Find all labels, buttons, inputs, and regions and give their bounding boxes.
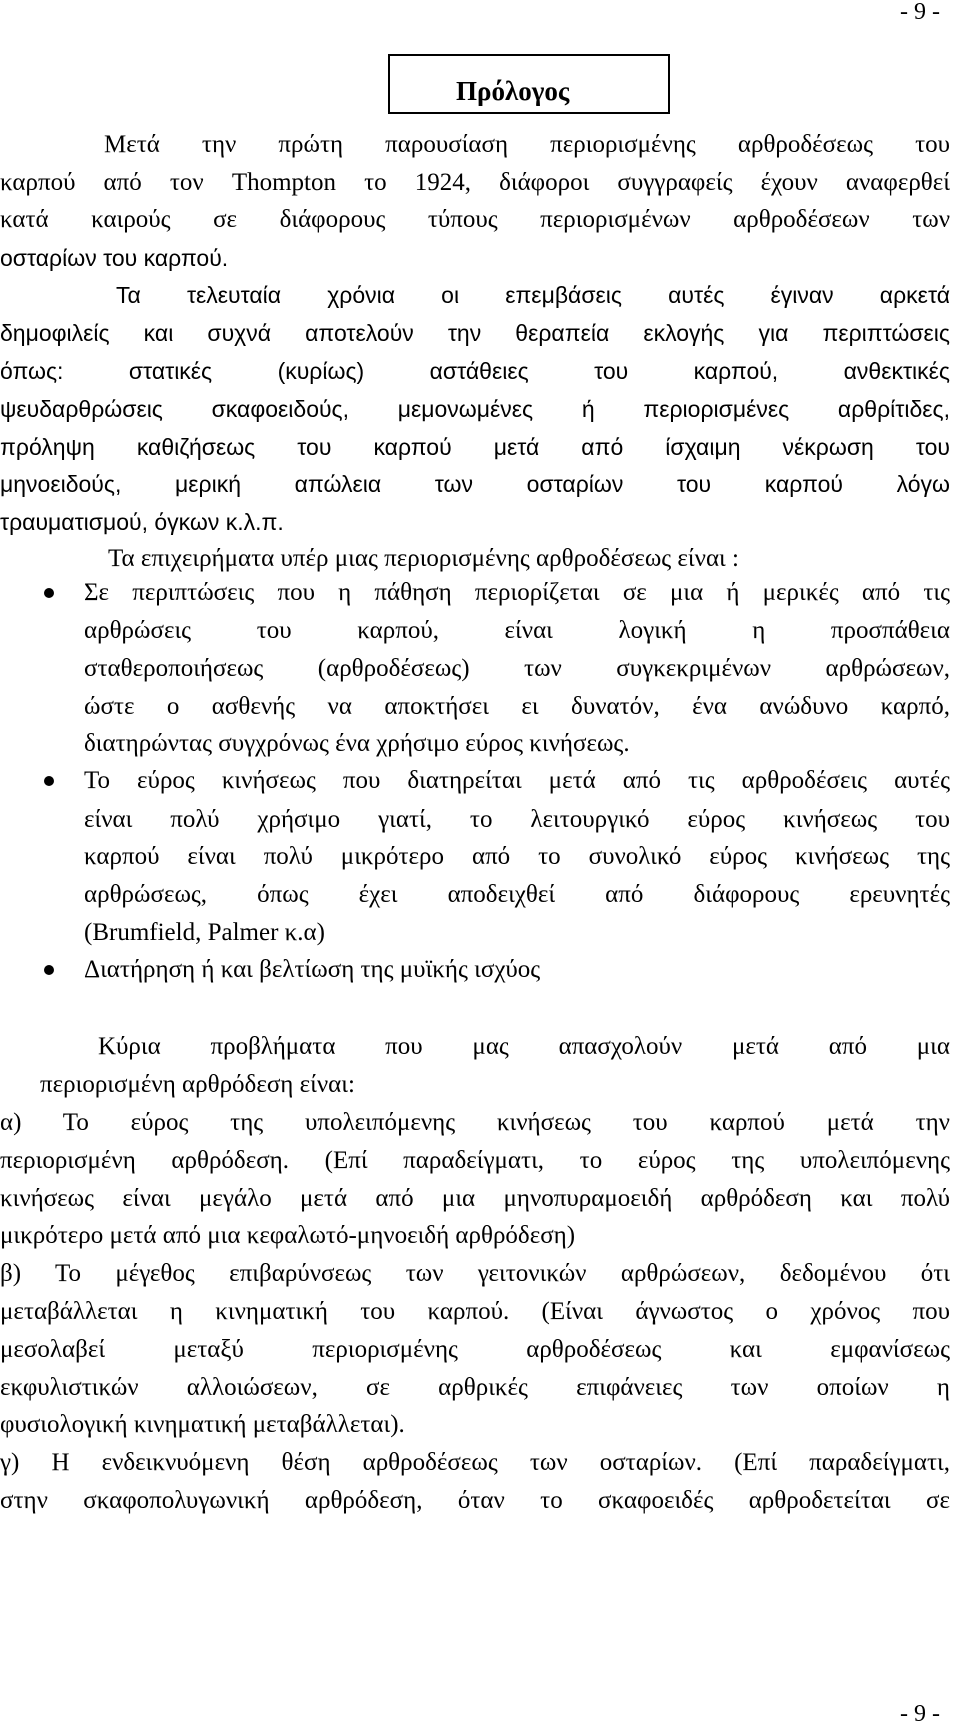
problem-c-line: στην σκαφοπολυγωνική αρθρόδεση, όταν το σκαφοειδές αρθροδετείται σε [0, 1487, 950, 1514]
page-number-top: - 9 - [900, 0, 940, 25]
bullet-1-line: αρθρώσεις του καρπού, είναι λογική η προσπάθεια [84, 617, 950, 644]
arguments-intro: Τα επιχειρήματα υπέρ μιας περιορισμένης αρθροδέσεως είναι : [108, 545, 739, 572]
problem-b-line: φυσιολογική κινηματική μεταβάλλεται). [0, 1411, 405, 1438]
bullet-3-line: Διατήρηση ή και βελτίωση της μυϊκής ισχύος [84, 956, 541, 983]
problem-a-line: μικρότερο μετά από μια κεφαλωτό-μηνοειδή αρθρόδεση) [0, 1222, 576, 1249]
paragraph-2-line: ψευδαρθρώσεις σκαφοειδούς, μεμονωμένες ή περιορισμένες αρθρίτιδες, [0, 396, 950, 422]
problems-intro-line: Κύρια προβλήματα που μας απασχολούν μετά από μια [98, 1033, 950, 1060]
bullet-2-line: είναι πολύ χρήσιμο γιατί, το λειτουργικό εύρος κινήσεως του [84, 806, 950, 833]
paragraph-2-line: Τα τελευταία χρόνια οι επεμβάσεις αυτές έγιναν αρκετά [116, 282, 950, 308]
problem-b-line: μεσολαβεί μεταξύ περιορισμένης αρθροδέσεως και εμφανίσεως [0, 1336, 950, 1363]
paragraph-1-line: καρπού από τον Thompton το 1924, διάφοροι συγγραφείς έχουν αναφερθεί [0, 169, 950, 196]
paragraph-2-line: τραυματισμού, όγκων κ.λ.π. [0, 509, 284, 535]
bullet-icon [44, 776, 54, 786]
bullet-icon [44, 588, 54, 598]
paragraph-2-line: όπως: στατικές (κυρίως) αστάθειες του καρπού, ανθεκτικές [0, 358, 950, 384]
bullet-icon [44, 965, 54, 975]
paragraph-2-line: πρόληψη καθιζήσεως του καρπού μετά από ίσχαιμη νέκρωση του [0, 434, 950, 460]
problem-b-line: μεταβάλλεται η κινηματική του καρπού. (Είναι άγνωστος ο χρόνος που [0, 1298, 950, 1325]
problem-a-line: κινήσεως είναι μεγάλο μετά από μια μηνοπυραμοειδή αρθρόδεση και πολύ [0, 1185, 950, 1212]
bullet-1-line: σταθεροποιήσεως (αρθροδέσεως) των συγκεκριμένων αρθρώσεων, [84, 655, 950, 682]
bullet-2-line: Το εύρος κινήσεως που διατηρείται μετά από τις αρθροδέσεις αυτές [84, 767, 950, 794]
problem-a-line: α) Το εύρος της υπολειπόμενης κινήσεως του καρπού μετά την [0, 1109, 950, 1136]
paragraph-2-line: μηνοειδούς, μερική απώλεια των οσταρίων του καρπού λόγω [0, 471, 950, 497]
bullet-2-line: καρπού είναι πολύ μικρότερο από το συνολικό εύρος κινήσεως της [84, 843, 950, 870]
problem-b-line: β) Το μέγεθος επιβαρύνσεως των γειτονικών αρθρώσεων, δεδομένου ότι [0, 1260, 950, 1287]
bullet-1-line: διατηρώντας συγχρόνως ένα χρήσιμο εύρος κινήσεως. [84, 730, 630, 757]
bullet-2-line: (Brumfield, Palmer κ.α) [84, 919, 325, 946]
problem-c-line: γ) Η ενδεικνυόμενη θέση αρθροδέσεως των οσταρίων. (Επί παραδείγματι, [0, 1449, 950, 1476]
paragraph-1-line: κατά καιρούς σε διάφορους τύπους περιορισμένων αρθροδέσεων των [0, 206, 950, 233]
problems-intro-line: περιορισμένη αρθρόδεση είναι: [40, 1071, 355, 1098]
paragraph-1-line: οσταρίων του καρπού. [0, 245, 229, 271]
bullet-2-line: αρθρώσεως, όπως έχει αποδειχθεί από διάφορους ερευνητές [84, 881, 950, 908]
paragraph-2-line: δημοφιλείς και συχνά αποτελούν την θεραπεία εκλογής για περιπτώσεις [0, 320, 950, 346]
problem-b-line: εκφυλιστικών αλλοιώσεων, σε αρθρικές επιφάνειες των οποίων η [0, 1374, 950, 1401]
page-title: Πρόλογος [456, 76, 570, 106]
bullet-1-line: ώστε ο ασθενής να αποκτήσει ει δυνατόν, ένα ανώδυνο καρπό, [84, 693, 950, 720]
paragraph-1-line: Μετά την πρώτη παρουσίαση περιορισμένης αρθροδέσεως του [104, 131, 950, 158]
page-number-bottom: - 9 - [900, 1701, 940, 1727]
bullet-1-line: Σε περιπτώσεις που η πάθηση περιορίζεται σε μια ή μερικές από τις [84, 579, 950, 606]
problem-a-line: περιορισμένη αρθρόδεση. (Επί παραδείγματι, το εύρος της υπολειπόμενης [0, 1147, 950, 1174]
